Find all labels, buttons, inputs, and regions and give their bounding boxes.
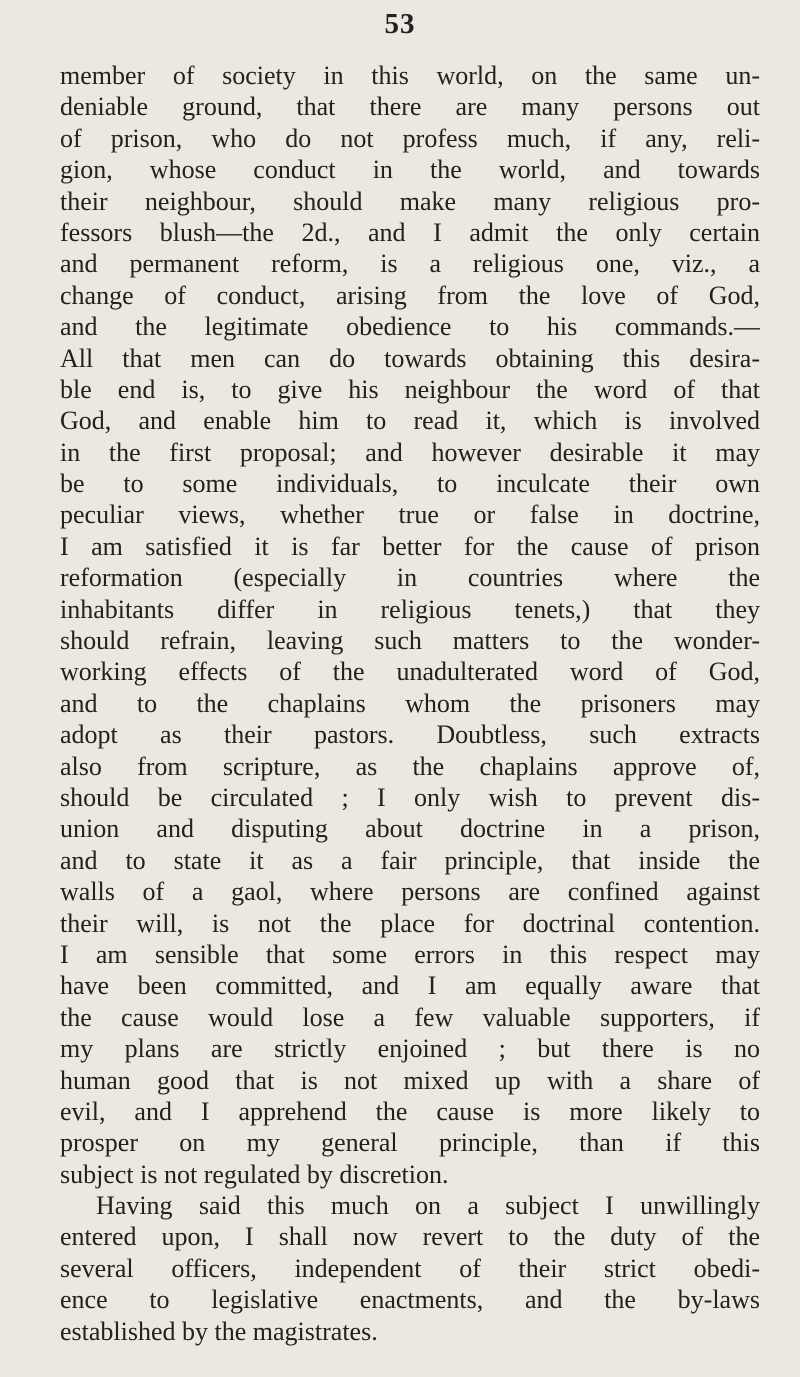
text-line: and to the chaplains whom the prisoners may [60,688,760,718]
paragraph-end-line: subject is not regulated by discretion. [60,1159,449,1189]
text-line: also from scripture, as the chaplains approve of, [60,751,760,781]
text-line: evil, and I apprehend the cause is more likely to [60,1096,760,1126]
text-line: reformation (especially in countries where the [60,563,760,593]
text-line: and permanent reform, is a religious one, viz., a [60,249,760,279]
text-line: ble end is, to give his neighbour the word of that [60,374,760,404]
text-line: ence to legislative enactments, and the by-laws [60,1285,760,1315]
text-line: human good that is not mixed up with a share of [60,1065,760,1095]
text-line: their will, is not the place for doctrinal contention. [60,908,760,938]
paragraph-end-line: established by the magistrates. [60,1316,378,1346]
text-line: should be circulated ; I only wish to prevent dis- [60,782,760,812]
text-line: prosper on my general principle, than if this [60,1128,760,1158]
text-line: All that men can do towards obtaining this desira- [60,343,760,373]
text-line: deniable ground, that there are many persons out [60,92,760,122]
text-line: working effects of the unadulterated word of God, [60,657,760,687]
text-line: be to some individuals, to inculcate their own [60,469,760,499]
text-line: several officers, independent of their strict obedi- [60,1253,760,1283]
text-line: and the legitimate obedience to his commands.— [60,312,760,342]
text-line: the cause would lose a few valuable supporters, if [60,1002,760,1032]
text-line: of prison, who do not profess much, if any, reli- [60,123,760,153]
text-line: fessors blush—the 2d., and I admit the only certain [60,217,760,247]
page-number: 53 [384,8,416,40]
text-line: walls of a gaol, where persons are confined against [60,877,760,907]
text-line: change of conduct, arising from the love of God, [60,280,760,310]
text-line: in the first proposal; and however desirable it may [60,437,760,467]
text-line: have been committed, and I am equally aware that [60,971,760,1001]
text-line: should refrain, leaving such matters to the wonder- [60,626,760,656]
text-line: God, and enable him to read it, which is involved [60,406,760,436]
text-line: their neighbour, should make many religious pro- [60,186,760,216]
text-line: inhabitants differ in religious tenets,) that they [60,594,760,624]
text-line: peculiar views, whether true or false in doctrine, [60,500,760,530]
text-line: I am sensible that some errors in this respect may [60,939,760,969]
text-line: adopt as their pastors. Doubtless, such extracts [60,720,760,750]
body-text [60,60,760,1347]
text-line: and to state it as a fair principle, that inside the [60,845,760,875]
text-line: union and disputing about doctrine in a prison, [60,814,760,844]
text-line: gion, whose conduct in the world, and towards [60,155,760,185]
text-line: member of society in this world, on the same un- [60,61,760,90]
text-line: my plans are strictly enjoined ; but there is no [60,1034,760,1064]
paragraph-start-line: Having said this much on a subject I unwillingly [96,1191,760,1221]
text-line: entered upon, I shall now revert to the duty of the [60,1222,760,1252]
text-line: I am satisfied it is far better for the cause of prison [60,531,760,561]
